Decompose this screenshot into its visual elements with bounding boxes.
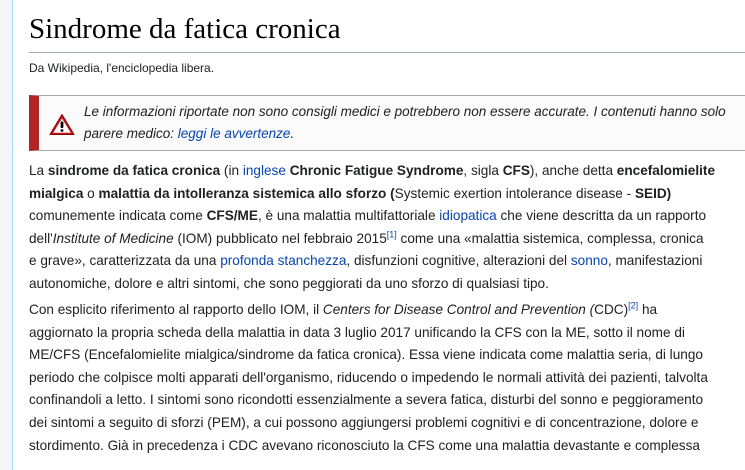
text: che viene descritta da un rapporto — [496, 208, 707, 224]
warning-text — [84, 101, 745, 145]
text: comunemente indicata come — [29, 208, 207, 224]
text: (IOM) pubblicato nel febbraio 2015 — [173, 230, 387, 246]
text: e grave», caratterizzata da una — [29, 253, 221, 269]
p2-line-1 — [29, 299, 745, 322]
warning-triangle-icon — [49, 113, 75, 136]
disclaimer-link[interactable]: leggi le avvertenze — [177, 126, 291, 141]
text: dell' — [29, 230, 53, 246]
p1-line-6: autonomiche, dolore e altri sintomi, che sono peggiorati da uno sforzo di qualsiasi tipo. — [29, 275, 549, 291]
text: La — [29, 163, 48, 178]
p1-line-5 — [29, 250, 745, 273]
text: , disfunzioni cognitive, alterazioni del — [346, 253, 571, 269]
text: , è una malattia multifattoriale — [257, 208, 440, 224]
warning-line-2-text: parere medico: — [84, 126, 178, 141]
text: ha — [638, 302, 658, 317]
warning-line-2 — [84, 123, 745, 145]
p2-line-7: stordimento. Già in precedenza i CDC avevano riconosciuto la CFS come una malattia devastante e complessa — [29, 437, 700, 453]
text: come una «malattia sistemica, complessa, cronica — [396, 230, 704, 246]
warning-line-2-end: . — [290, 126, 295, 141]
text: Systemic exertion intolerance disease — [394, 185, 623, 201]
p1-line-4 — [29, 228, 745, 251]
text: CDC) — [594, 302, 629, 317]
bold-term: encefalomielite — [616, 163, 716, 178]
inglese-link[interactable]: inglese — [242, 163, 286, 178]
medical-warning-box — [29, 95, 745, 151]
text: ), anche detta — [529, 163, 617, 178]
cdc-paragraph — [29, 299, 745, 457]
idiopatica-link[interactable]: idiopatica — [439, 208, 497, 224]
p2-line-4: periodo che colpisce molti apparati dell'organismo, riducendo o impedendo le normali attività dei pazienti, talvolta — [29, 369, 708, 385]
text: - — [622, 185, 635, 201]
warning-line-1: Le informazioni riportate non sono consigli medici e potrebbero non essere accurate. I contenuti hanno solo — [84, 104, 726, 119]
bold-term: sindrome da fatica cronica — [47, 163, 221, 178]
intro-paragraph — [29, 160, 745, 296]
citation-2-link[interactable]: [2] — [628, 300, 639, 311]
p1-line-2 — [29, 183, 745, 206]
citation-2 — [628, 300, 638, 310]
bold-term: SEID) — [634, 185, 672, 201]
text: , sigla — [463, 163, 503, 178]
p2-line-5: confinandoli a letto. I sintomi sono ricondotti essenzialmente a severa fatica, disturbi del sonno e peggioramento — [29, 392, 704, 408]
site-tagline: Da Wikipedia, l'enciclopedia libera. — [29, 61, 215, 75]
profonda-stanchezza-link[interactable]: profonda stanchezza — [220, 253, 347, 269]
text: (in — [220, 163, 243, 178]
italic-term: Institute of Medicine — [52, 230, 174, 246]
sonno-link[interactable]: sonno — [570, 253, 608, 269]
p1-line-1 — [29, 160, 745, 183]
text: Con esplicito riferimento al rapporto dello IOM, il — [29, 302, 323, 317]
p1-line-3 — [29, 205, 745, 228]
p2-line-2: aggiornato la propria scheda della malattia in data 3 luglio 2017 unificando la CFS con la ME, sotto il nome di — [29, 324, 685, 340]
italic-term: Centers for Disease Control and Prevention ( — [322, 302, 595, 317]
bold-term: Chronic Fatigue Syndrome — [289, 163, 464, 178]
p2-line-3: ME/CFS (Encefalomielite mialgica/sindrome da fatica cronica). Essa viene indicata come malattia seria, di lungo — [29, 347, 703, 363]
text: , manifestazioni — [607, 253, 703, 269]
content-area — [12, 0, 745, 470]
bold-term: malattia da intolleranza sistemica allo sforzo ( — [98, 185, 395, 201]
citation-1 — [387, 229, 397, 239]
bold-term: mialgica — [29, 185, 84, 201]
bold-term: CFS — [502, 163, 530, 178]
text: o — [83, 185, 99, 201]
page-title: Sindrome da fatica cronica — [29, 10, 745, 53]
p2-line-6: dei sintomi a seguito di sforzi (PEM), a cui possono aggiungersi problemi cognitivi e di concentrazione, dolore e — [29, 414, 699, 430]
bold-term: CFS/ME — [206, 208, 258, 224]
citation-1-link[interactable]: [1] — [386, 229, 397, 240]
